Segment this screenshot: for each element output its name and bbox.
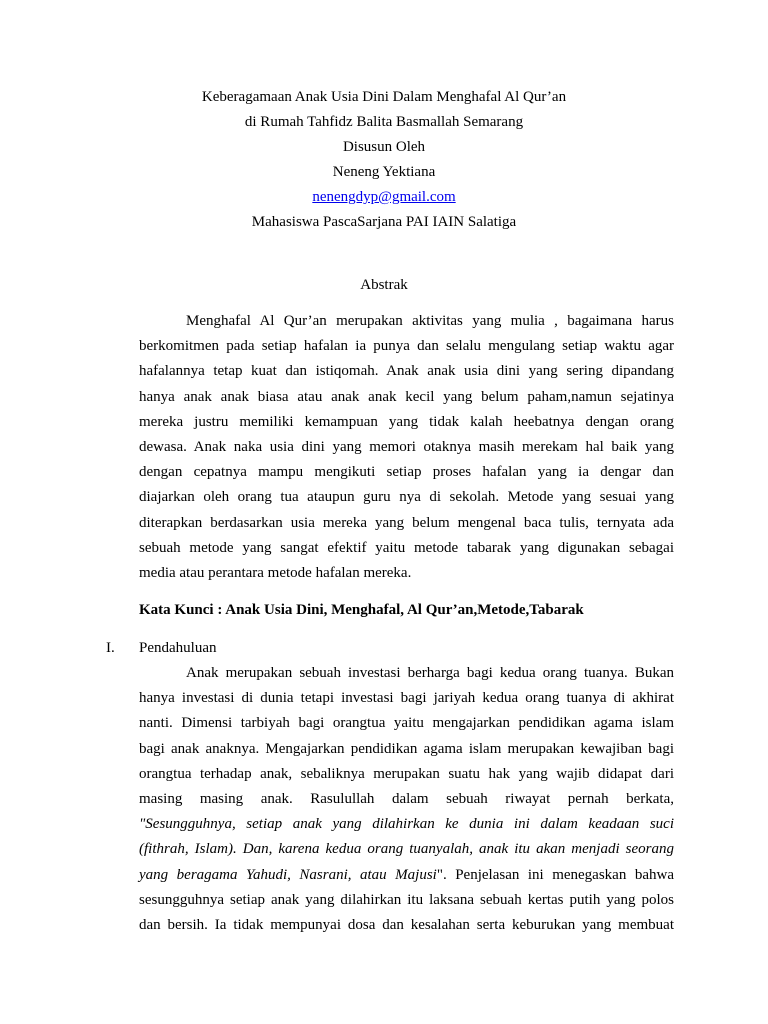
abstract-line: dewasa. Anak naka usia dini yang memori otaknya masih merekam hal baik yang [139,438,674,455]
section-line: Anak merupakan sebuah investasi berharga bagi kedua orang tuanya. Bukan [186,665,674,681]
quote-line: (fithrah, Islam). Dan, karena kedua orang tuanyalah, anak itu akan menjadi seorang [139,841,674,858]
section-line: bagi anak anaknya. Mengajarkan pendidikan agama islam merupakan kewajiban bagi [139,740,674,757]
section-line: dan bersih. Ia tidak mempunyai dosa dan kesalahan serta keburukan yang membuat [139,916,674,933]
section-line: hanya investasi di dunia tetapi investasi bagi jariyah kedua orang tuanya di akhirat [139,690,674,707]
abstract-line: diajarkan oleh orang tua ataupun guru nya di sekolah. Metode yang sesuai yang [139,489,674,506]
abstract-body [139,309,674,586]
section-line: orangtua terhadap anak, sebaliknya merupakan suatu hak yang wajib didapat dari [139,765,674,782]
author-email-line [0,187,768,207]
composed-by-label: Disusun Oleh [342,139,426,155]
author-affiliation: Mahasiswa PascaSarjana PAI IAIN Salatiga [251,214,517,230]
quote-line: "Sesungguhnya, setiap anak yang dilahirkan ke dunia ini dalam keadaan suci [139,816,674,833]
section-number: I. [106,640,115,656]
section-line: sesungguhnya setiap anak yang dilahirkan itu laksana sebuah kertas putih yang polos [139,891,674,908]
abstract-line: berkomitmen pada setiap hafalan ia punya dan selalu mengulang setiap waktu agar [139,338,674,355]
abstract-line: Menghafal Al Qur’an merupakan aktivitas yang mulia , bagaimana harus [186,313,674,329]
section-title: Pendahuluan [139,640,217,656]
title-line-2: di Rumah Tahfidz Balita Basmallah Semarang [244,114,524,130]
title-line-1: Keberagamaan Anak Usia Dini Dalam Menghafal Al Qur’an [201,89,567,105]
quote-close-text: ". Penjelasan ini menegaskan bahwa [436,866,674,883]
abstract-line: hanya anak anak biasa atau anak anak kecil yang belum paham,namun sejatinya [139,388,674,405]
abstract-line: diterapkan berdasarkan usia mereka yang belum mengenal baca tulis, ternyata ada [139,514,674,531]
section-line: masing masing anak. Rasulullah dalam sebuah riwayat pernah berkata, [139,790,674,807]
quote-end-line [139,863,674,888]
section-line: nanti. Dimensi tarbiyah bagi orangtua yaitu mengajarkan pendidikan agama islam [139,715,674,732]
abstract-line: media atau perantara metode hafalan mereka. [139,564,412,581]
abstract-line: dengan cepatnya mampu mengikuti setiap proses hafalan yang ia dengar dan [139,464,674,481]
section-body [139,661,674,938]
keywords-line: Kata Kunci : Anak Usia Dini, Menghafal, Al Qur’an,Metode,Tabarak [139,602,584,618]
abstract-line: hafalannya tetap kuat dan istiqomah. Anak anak usia dini yang sering dipandang [139,363,674,380]
abstract-line: mereka justru memiliki kemampuan yang tidak kalah heebatnya dengan orang [139,413,674,430]
abstract-line: sebuah metode yang sangat efektif yaitu metode tabarak yang digunakan sebagai [139,539,674,556]
author-name: Neneng Yektiana [332,164,436,180]
author-email-link[interactable]: nenengdyp@gmail.com [312,189,456,205]
abstract-heading: Abstrak [360,277,408,293]
quote-tail: yang beragama Yahudi, Nasrani, atau Majusi [139,866,437,883]
